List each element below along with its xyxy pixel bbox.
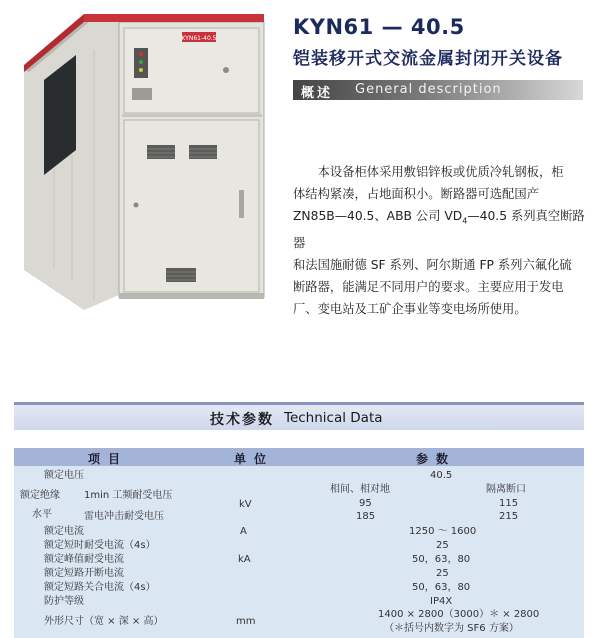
desc-line-4: 和法国施耐德 SF 系列、阿尔斯通 FP 系列六氟化硫 — [293, 258, 572, 273]
row-peak: 额定峰值耐受电流 — [44, 554, 124, 565]
unit-ka: kA — [238, 554, 251, 565]
desc-line-3b: —40.5 系列真空断路器 — [293, 209, 585, 251]
technical-data-table — [14, 448, 584, 638]
desc-line-5: 断路器，能满足不同用户的要求。主要应用于发电 — [293, 280, 564, 295]
tech-title-en: Technical Data — [284, 410, 383, 426]
technical-data-bar — [14, 402, 584, 430]
top-red-strip — [84, 14, 264, 22]
peak-value: 50，63，80 — [412, 554, 471, 565]
rated-current-value: 1250 ～ 1600 — [409, 526, 477, 537]
table-header — [14, 448, 584, 466]
col-phase-to-ground: 相间、相对地 — [330, 484, 390, 495]
desc-line-3 — [293, 205, 585, 254]
name-plate-text: KYN61-40.5 — [181, 35, 217, 42]
row-rated-voltage: 额定电压 — [44, 470, 84, 481]
desc-line-3a: ZN85B—40.5、ABB 公司 VD — [293, 209, 463, 223]
row-power-frequency: 1min 工频耐受电压 — [84, 490, 173, 501]
li-phase-value: 185 — [356, 511, 376, 522]
making-value: 50，63，80 — [412, 582, 471, 593]
li-isolating-value: 215 — [499, 511, 519, 522]
row-lightning-impulse: 雷电冲击耐受电压 — [84, 511, 164, 522]
col-across-isolating: 隔离断口 — [486, 484, 526, 495]
section-title-en: General description — [355, 82, 502, 97]
row-insulation-b: 水平 — [32, 509, 52, 520]
unit-a: A — [240, 526, 247, 537]
break-value: 25 — [436, 568, 449, 579]
row-short-time: 额定短时耐受电流（4s） — [44, 540, 156, 551]
row-rated-current: 额定电流 — [44, 526, 84, 537]
desc-line-2: 体结构紧凑，占地面积小。断路器可选配国产 — [293, 187, 539, 201]
description-text — [293, 161, 585, 320]
row-break: 额定短路开断电流 — [44, 568, 124, 579]
row-dimensions: 外形尺寸（宽 × 深 × 高） — [44, 616, 164, 627]
row-making: 额定短路关合电流（4s） — [44, 582, 156, 593]
short-time-value: 25 — [436, 540, 449, 551]
section-title-cn: 概述 — [301, 86, 334, 101]
tech-title-cn: 技术参数 — [210, 412, 274, 428]
rated-voltage-value: 40.5 — [430, 470, 453, 481]
desc-line-1: 本设备柜体采用敷铝锌板或优质冷轧钢板，柜 — [317, 165, 564, 179]
unit-kv: kV — [239, 499, 252, 510]
unit-mm: mm — [236, 616, 256, 627]
product-model: KYN61 — 40.5 — [293, 15, 465, 39]
door-handle — [239, 190, 244, 218]
general-description-bar — [293, 80, 583, 100]
desc-line-3-sub: 4 — [462, 216, 468, 226]
meter-window — [132, 88, 152, 100]
row-protection: 防护等级 — [44, 596, 84, 607]
desc-line-6: 厂、变电站及工矿企事业等变电场所使用。 — [293, 302, 527, 317]
switchgear-cabinet-photo — [14, 10, 284, 310]
protection-value: IP4X — [430, 596, 453, 607]
pf-phase-value: 95 — [359, 498, 372, 509]
row-insulation-a: 额定绝缘 — [20, 490, 60, 501]
header-unit: 单位 — [234, 452, 275, 466]
product-title: 铠装移开式交流金属封闭开关设备 — [293, 49, 563, 69]
pf-isolating-value: 115 — [499, 498, 519, 509]
header-item: 项目 — [88, 452, 129, 466]
dimensions-value: 1400 × 2800（3000）＊ × 2800 — [378, 609, 540, 620]
dimensions-note: （＊括号内数字为 SF6 方案） — [384, 623, 519, 634]
header-param: 参数 — [416, 452, 457, 466]
